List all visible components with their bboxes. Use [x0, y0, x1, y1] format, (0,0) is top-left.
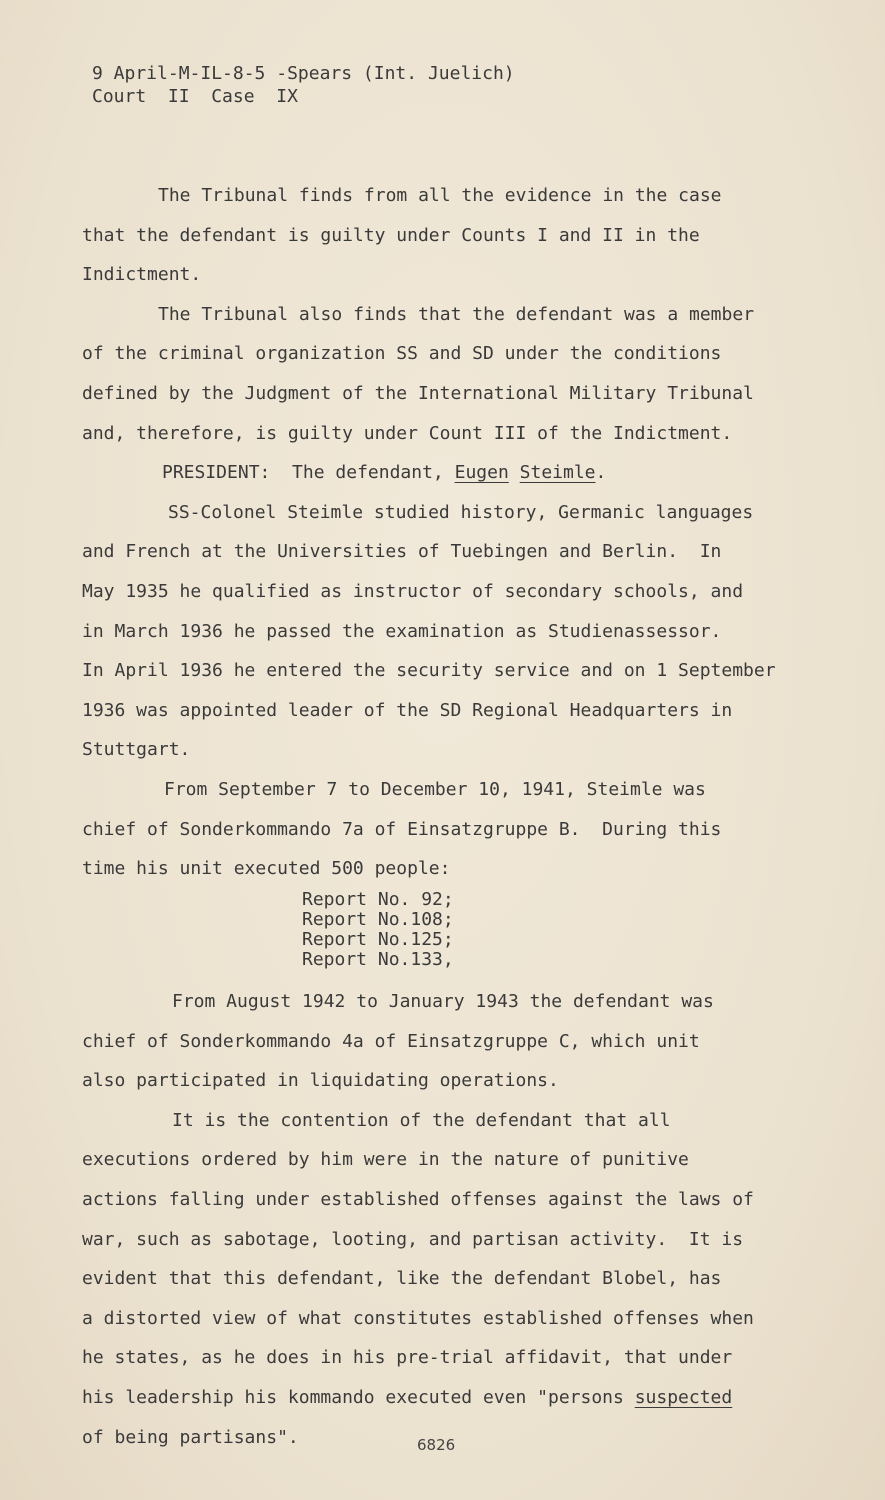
text-line: war, such as sabotage, looting, and partisan activity. It is — [82, 1228, 744, 1250]
text-line: defined by the Judgment of the International Military Tribunal — [82, 382, 754, 404]
defendant-first-name: Eugen — [454, 462, 509, 484]
name-suffix: . — [595, 462, 607, 484]
text-line: May 1935 he qualified as instructor of secondary schools, and — [82, 580, 744, 602]
text-line: chief of Sonderkommando 7a of Einsatzgruppe B. During this — [82, 818, 722, 840]
text-line: of the criminal organization SS and SD under the conditions — [82, 343, 722, 365]
president-prefix: PRESIDENT: The defendant, — [162, 462, 455, 484]
text-line: time his unit executed 500 people: — [82, 858, 451, 880]
report-item: Report No.133, — [302, 949, 454, 970]
text-line: chief of Sonderkommando 4a of Einsatzgruppe C, which unit — [82, 1030, 700, 1052]
page-number: 6826 — [417, 1436, 456, 1454]
text-line: he states, as he does in his pre-trial affidavit, that under — [82, 1347, 733, 1369]
text-line: 1936 was appointed leader of the SD Regional Headquarters in — [82, 699, 733, 721]
text-line: The Tribunal finds from all the evidence in the case — [158, 185, 722, 206]
text-line: and, therefore, is guilty under Count III of the Indictment. — [82, 422, 733, 444]
line-text: his leadership his kommando executed even "persons — [82, 1386, 635, 1408]
text-line: that the defendant is guilty under Counts I and II in the — [82, 224, 700, 246]
report-list — [302, 890, 454, 970]
document-header — [92, 62, 515, 108]
judgment-text-part-2 — [82, 982, 842, 1457]
text-line: From August 1942 to January 1943 the defendant was — [172, 991, 714, 1012]
text-line: executions ordered by him were in the nature of punitive — [82, 1149, 689, 1171]
text-line: in March 1936 he passed the examination as Studienassessor. — [82, 620, 722, 642]
text-line: also participated in liquidating operations. — [82, 1070, 559, 1092]
text-line: a distorted view of what constitutes established offenses when — [82, 1307, 754, 1329]
underlined-line — [82, 1378, 842, 1418]
text-line: The Tribunal also finds that the defendant was a member — [158, 303, 755, 325]
text-line: It is the contention of the defendant that all — [172, 1109, 671, 1131]
underlined-word: suspected — [634, 1386, 733, 1408]
text-line: and French at the Universities of Tuebingen and Berlin. In — [82, 541, 722, 563]
text-line: Indictment. — [82, 264, 202, 286]
president-line — [82, 453, 842, 493]
defendant-last-name: Steimle — [519, 462, 596, 484]
text-line: SS-Colonel Steimle studied history, Germanic languages — [168, 501, 754, 523]
text-line: From September 7 to December 10, 1941, Steimle was — [164, 778, 706, 800]
text-line: actions falling under established offenses against the laws of — [82, 1188, 754, 1210]
text-line: Stuttgart. — [82, 739, 191, 761]
report-item: Report No.108; — [302, 909, 454, 930]
report-item: Report No. 92; — [302, 889, 454, 910]
text-line: of being partisans". — [82, 1426, 299, 1448]
text-line: evident that this defendant, like the defendant Blobel, has — [82, 1268, 722, 1290]
text-line: In April 1936 he entered the security service and on 1 September — [82, 660, 776, 682]
judgment-text-part-1 — [82, 176, 842, 889]
header-line-2: Court II Case IX — [92, 86, 298, 107]
header-line-1: 9 April-M-IL-8-5 -Spears (Int. Juelich) — [92, 63, 515, 84]
report-item: Report No.125; — [302, 929, 454, 950]
